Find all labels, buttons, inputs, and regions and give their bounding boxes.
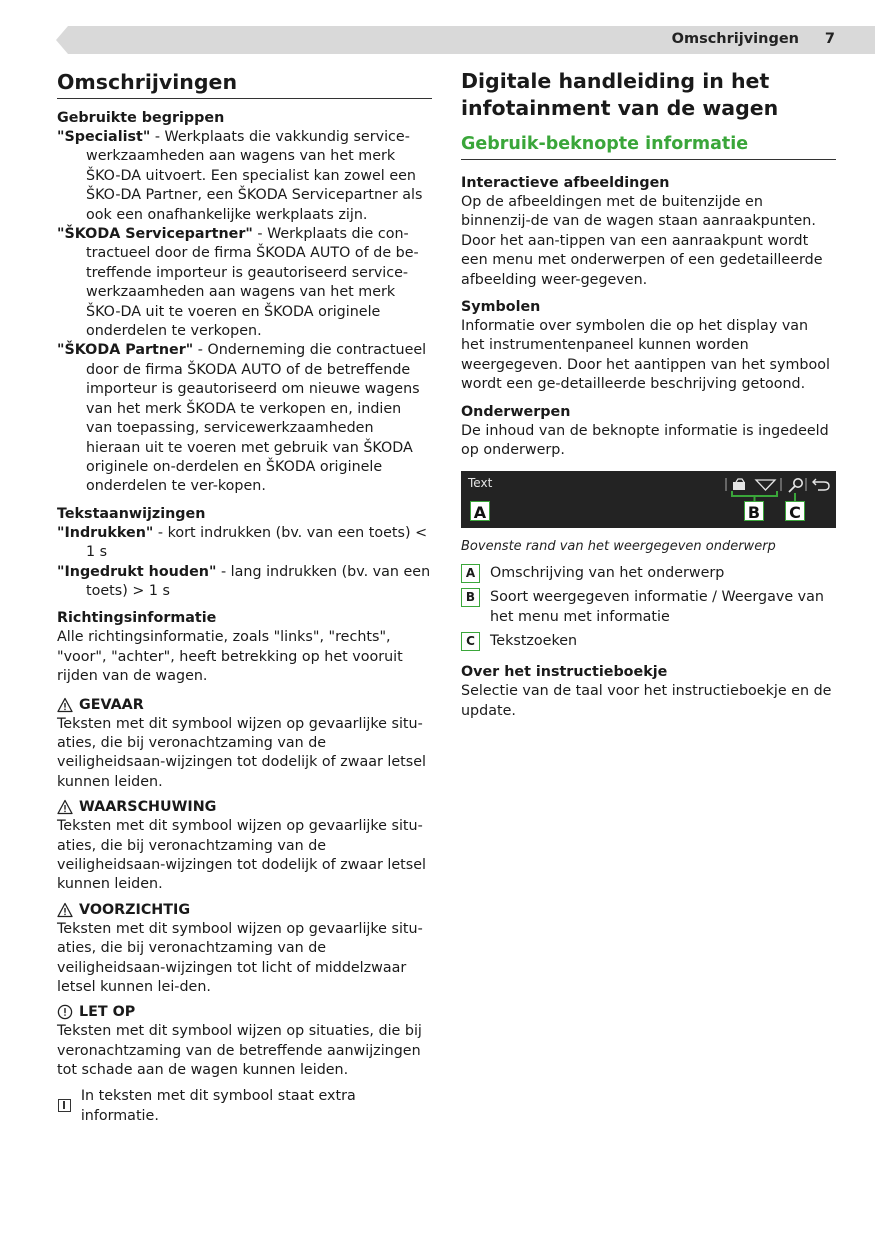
info-icon: [58, 1099, 71, 1112]
section-heading: Onderwerpen: [461, 403, 571, 420]
warning-text: Teksten met dit symbool wijzen op gevaarlijke situ-aties, die bij veronachtzaming van de veiligheidsaan-wijzingen tot licht of middelzwaar letsel kunnen lei-den.: [57, 920, 423, 996]
page-number: 7: [824, 31, 835, 47]
term-label: "Ingedrukt houden": [57, 563, 217, 580]
section-text: De inhoud van de beknopte informatie is ingedeeld op onderwerp.: [461, 422, 829, 459]
notice-title: LET OP: [79, 1004, 136, 1021]
direction-heading: Richtingsinformatie: [57, 610, 217, 627]
chevron-down-icon: [756, 480, 775, 490]
manual-text: Selectie van de taal voor het instructieboekje en de update.: [461, 683, 832, 719]
legend-item: [461, 563, 836, 583]
legend-key: B: [461, 588, 480, 607]
section-text: Informatie over symbolen die op het display van het instrumentenpaneel kunnen worden weergegeven. Door het aantippen van het symbool wordt een ge-detailleerde beschrijving getoond.: [461, 318, 830, 393]
term-text: - kort indrukken (bv. van een toets) < 1 s: [86, 524, 428, 561]
direction-text: Alle richtingsinformatie, zoals "links", "rechts", "voor", "achter", heeft betrekking op het vooruit rijden van de wagen.: [57, 629, 403, 685]
legend-item: [461, 587, 836, 627]
term-label: "ŠKODA Partner": [57, 342, 194, 359]
text-definition: [57, 524, 432, 563]
term-label: "ŠKODA Servicepartner": [57, 226, 253, 243]
warning-triangle-icon: [57, 799, 73, 815]
book-icon: [733, 479, 745, 490]
left-column: [57, 68, 432, 1126]
term-text: - Onderneming die contractueel door de firma ŠKODA AUTO of de betreffende importeur is geautoriseerd om nieuwe wagens van het merk ŠKODA te verkopen en, indien van toepassing, servicewerkzaamheden hieraan uit te voeren met gebruik van ŠKODA originele on-derdelen en ŠKODA originele onderdelen te ver-kopen.: [86, 342, 427, 495]
figure-caption: Bovenste rand van het weergegeven onderwerp: [461, 539, 776, 555]
term-label: "Specialist": [57, 129, 151, 145]
callout-a: A: [470, 501, 490, 521]
term-text: - lang indrukken (bv. van een toets) > 1 s: [86, 563, 431, 599]
legend-text: Tekstzoeken: [490, 633, 578, 650]
page-title: Omschrijvingen: [57, 68, 432, 99]
legend-key: A: [461, 564, 480, 583]
section-heading: Interactieve afbeeldingen: [461, 175, 670, 191]
info-note: [57, 1086, 432, 1126]
warning-heading: [57, 797, 432, 817]
term-definition: [57, 225, 432, 341]
infotainment-screen-figure: [461, 471, 836, 528]
text-definition: [57, 563, 432, 602]
callout-bracket-b: [732, 491, 777, 501]
warning-heading: [57, 695, 432, 715]
legend-text: Omschrijving van het onderwerp: [490, 565, 725, 582]
warning-triangle-icon: [57, 902, 73, 918]
manual-heading: Over het instructieboekje: [461, 664, 668, 681]
warning-text: Teksten met dit symbool wijzen op gevaarlijke situ-aties, die bij veronachtzaming van de veiligheidsaan-wijzingen tot dodelijk of zwaar letsel kunnen leiden.: [57, 715, 426, 790]
legend-text: Soort weergegeven informatie / Weergave van het menu met informatie: [490, 589, 824, 626]
section-title-line2: infotainment van de wagen: [461, 96, 779, 120]
callout-c: C: [785, 501, 805, 521]
notice-heading: [57, 1002, 432, 1022]
legend-item: [461, 631, 836, 651]
header-title: Omschrijvingen: [671, 31, 799, 47]
back-arrow-icon: [813, 479, 829, 490]
warning-triangle-icon: [57, 697, 73, 713]
notice-text: Teksten met dit symbool wijzen op situaties, die bij veronachtzaming van de betreffende aanwijzingen tot schade aan de wagen kunnen leiden.: [57, 1023, 422, 1079]
section-title-line1: Digitale handleiding in het: [461, 69, 770, 93]
term-label: "Indrukken": [57, 524, 154, 541]
section-title: [461, 68, 836, 122]
screen-label: Text: [468, 476, 493, 491]
subsection-title: Gebruik-beknopte informatie: [461, 132, 836, 160]
warning-text: Teksten met dit symbool wijzen op gevaarlijke situ-aties, die bij veronachtzaming van de veiligheidsaan-wijzingen tot dodelijk of zwaar letsel kunnen leiden.: [57, 818, 426, 893]
info-text: In teksten met dit symbool staat extra informatie.: [80, 1087, 356, 1124]
term-definition: [57, 341, 432, 496]
text-heading: Tekstaanwijzingen: [57, 505, 206, 522]
term-text: - Werkplaats die vakkundig service-werkzaamheden aan wagens van het merk ŠKO-DA uitvoert. Een specialist kan zowel een ŠKO-DA Partner, een ŠKODA Servicepartner als ook een onafhankelijke werkplaats zijn.: [86, 129, 423, 223]
section-heading: Symbolen: [461, 299, 541, 316]
terms-heading: Gebruikte begrippen: [57, 110, 225, 126]
search-icon: [789, 479, 802, 492]
warning-title: VOORZICHTIG: [79, 901, 191, 918]
term-text: - Werkplaats die con-tractueel door de firma ŠKODA AUTO of de be-treffende importeur is geautoriseerd service-werkzaamheden aan wagens van het merk ŠKO-DA uit te voeren en ŠKODA originele onderdelen te verkopen.: [86, 226, 419, 340]
warning-heading: [57, 900, 432, 920]
warning-title: WAARSCHUWING: [79, 799, 217, 816]
screen-icons: [461, 471, 836, 528]
legend-key: C: [461, 632, 480, 651]
exclamation-circle-icon: [57, 1004, 73, 1020]
section-text: Op de afbeeldingen met de buitenzijde en binnenzij-de van de wagen staan aanraakpunten. Door het aan-tippen van een aanraakpunt wordt een menu met onderwerpen of een gedetailleerde afbeelding weer-gegeven.: [461, 194, 823, 288]
warning-title: GEVAAR: [79, 696, 144, 713]
callout-b: B: [744, 501, 764, 521]
term-definition: [57, 128, 432, 225]
right-column: [461, 68, 836, 721]
